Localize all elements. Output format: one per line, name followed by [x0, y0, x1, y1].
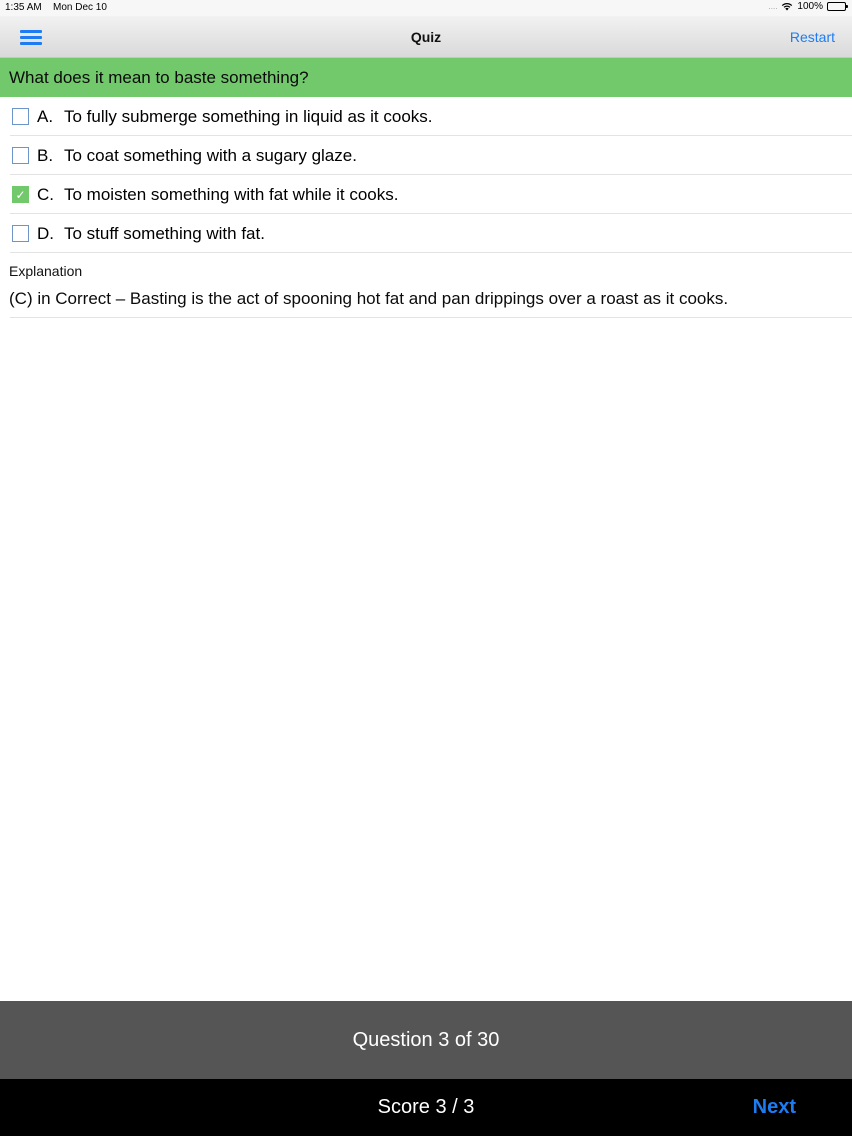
status-date: Mon Dec 10	[53, 2, 107, 13]
restart-button[interactable]: Restart	[789, 29, 835, 45]
explanation-title: Explanation	[9, 263, 83, 279]
option-c[interactable]	[0, 175, 852, 214]
question-text: What does it mean to baste something?	[0, 58, 852, 97]
checkbox-icon[interactable]	[12, 147, 29, 164]
option-letter: A.	[37, 106, 54, 126]
checkmark-icon: ✓	[15, 187, 26, 202]
option-letter: D.	[37, 223, 54, 243]
option-text: To moisten something with fat while it cooks.	[64, 184, 399, 204]
option-letter: B.	[37, 145, 54, 165]
option-d[interactable]	[0, 214, 852, 253]
question-counter-label: Question 3 of 30	[352, 1028, 500, 1051]
option-text: To fully submerge something in liquid as it cooks.	[64, 106, 433, 126]
checkbox-icon[interactable]	[12, 225, 29, 242]
checked-checkbox-icon[interactable]	[12, 186, 29, 203]
question-counter	[0, 1001, 852, 1079]
wifi-icon	[781, 2, 793, 11]
score-bar	[0, 1079, 852, 1136]
status-time: 1:35 AM	[5, 2, 42, 13]
answer-options	[0, 97, 852, 253]
option-a[interactable]	[0, 97, 852, 136]
checkbox-icon[interactable]	[12, 108, 29, 125]
page-title: Quiz	[410, 29, 442, 45]
option-letter: C.	[37, 184, 54, 204]
battery-percent: 100%	[797, 1, 823, 12]
option-b[interactable]	[0, 136, 852, 175]
score-label: Score 3 / 3	[377, 1096, 475, 1118]
status-bar	[0, 0, 852, 16]
next-button[interactable]: Next	[752, 1096, 796, 1118]
navigation-bar	[0, 16, 852, 58]
explanation-section	[0, 253, 852, 318]
explanation-text: (C) in Correct – Basting is the act of spooning hot fat and pan drippings over a roast as it cooks.	[9, 289, 729, 308]
option-text: To coat something with a sugary glaze.	[64, 145, 357, 165]
status-indicators	[769, 1, 846, 12]
battery-icon	[827, 2, 846, 11]
option-text: To stuff something with fat.	[64, 223, 265, 243]
signal-dots: ....	[768, 2, 778, 11]
